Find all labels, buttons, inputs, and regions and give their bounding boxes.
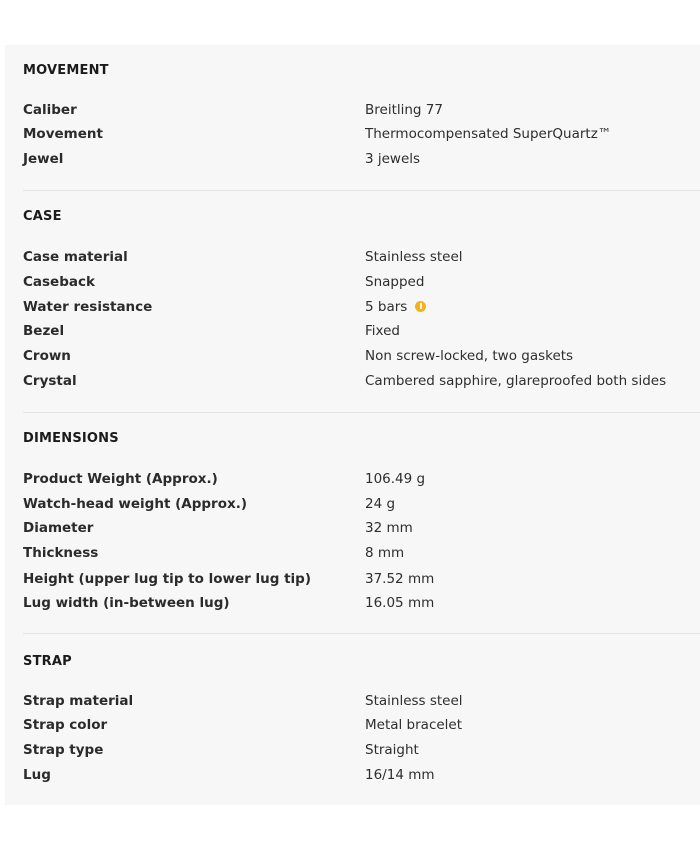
spec-value: 24 g xyxy=(365,496,396,512)
spec-value: 16.05 mm xyxy=(365,595,435,611)
spec-label: Crown xyxy=(23,348,71,364)
spec-value: Breitling 77 xyxy=(365,102,443,118)
spec-label: Water resistance xyxy=(23,299,153,315)
spec-row-lug xyxy=(5,765,700,785)
spec-value: Snapped xyxy=(365,274,425,290)
spec-label: Strap material xyxy=(23,693,134,709)
spec-value: Stainless steel xyxy=(365,693,463,709)
spec-label: Lug xyxy=(23,767,51,783)
spec-label: Watch-head weight (Approx.) xyxy=(23,496,247,512)
section-title-case: CASE xyxy=(23,209,62,224)
spec-value: 37.52 mm xyxy=(365,571,435,587)
spec-row-lug-width xyxy=(5,593,700,613)
spec-label: Jewel xyxy=(23,151,64,167)
spec-row-bezel xyxy=(5,321,700,341)
section-title-strap: STRAP xyxy=(23,654,72,669)
spec-value: 32 mm xyxy=(365,520,413,536)
spec-value: Metal bracelet xyxy=(365,717,463,733)
divider xyxy=(23,190,700,191)
specifications-panel xyxy=(5,45,700,805)
spec-row-caliber xyxy=(5,100,700,120)
section-title-dimensions: DIMENSIONS xyxy=(23,431,119,446)
spec-label: Thickness xyxy=(23,545,99,561)
spec-label: Case material xyxy=(23,249,128,265)
spec-label: Movement xyxy=(23,126,103,142)
spec-label: Strap type xyxy=(23,742,104,758)
spec-row-thickness xyxy=(5,543,700,563)
spec-row-water-resistance xyxy=(5,297,700,317)
spec-row-crystal xyxy=(5,371,700,391)
spec-row-movement xyxy=(5,124,700,144)
spec-value: 106.49 g xyxy=(365,471,426,487)
spec-row-strap-color xyxy=(5,715,700,735)
spec-label: Caliber xyxy=(23,102,77,118)
info-icon[interactable] xyxy=(415,301,426,312)
spec-label: Strap color xyxy=(23,717,108,733)
spec-label: Lug width (in-between lug) xyxy=(23,595,230,611)
spec-value: 5 bars xyxy=(365,299,408,315)
spec-label: Height (upper lug tip to lower lug tip) xyxy=(23,571,312,587)
divider xyxy=(23,412,700,413)
spec-row-case-material xyxy=(5,247,700,267)
spec-value-with-icon xyxy=(365,297,426,317)
spec-value: 16/14 mm xyxy=(365,767,435,783)
spec-label: Crystal xyxy=(23,373,77,389)
spec-row-strap-material xyxy=(5,691,700,711)
spec-row-crown xyxy=(5,346,700,366)
spec-value: Cambered sapphire, glareproofed both sides xyxy=(365,373,667,389)
spec-label: Product Weight (Approx.) xyxy=(23,471,218,487)
spec-row-caseback xyxy=(5,272,700,292)
spec-value: 8 mm xyxy=(365,545,405,561)
spec-label: Diameter xyxy=(23,520,94,536)
spec-row-diameter xyxy=(5,518,700,538)
spec-row-product-weight xyxy=(5,469,700,489)
spec-row-height xyxy=(5,569,700,589)
spec-value: Fixed xyxy=(365,323,400,339)
spec-value: Non screw-locked, two gaskets xyxy=(365,348,574,364)
spec-label: Bezel xyxy=(23,323,65,339)
spec-value: 3 jewels xyxy=(365,151,421,167)
spec-value: Straight xyxy=(365,742,419,758)
spec-row-watch-head-weight xyxy=(5,494,700,514)
divider xyxy=(23,633,700,634)
spec-row-jewel xyxy=(5,149,700,169)
spec-value: Stainless steel xyxy=(365,249,463,265)
section-title-movement: MOVEMENT xyxy=(23,63,109,78)
spec-row-strap-type xyxy=(5,740,700,760)
spec-label: Caseback xyxy=(23,274,95,290)
spec-value: Thermocompensated SuperQuartz™ xyxy=(365,126,612,142)
